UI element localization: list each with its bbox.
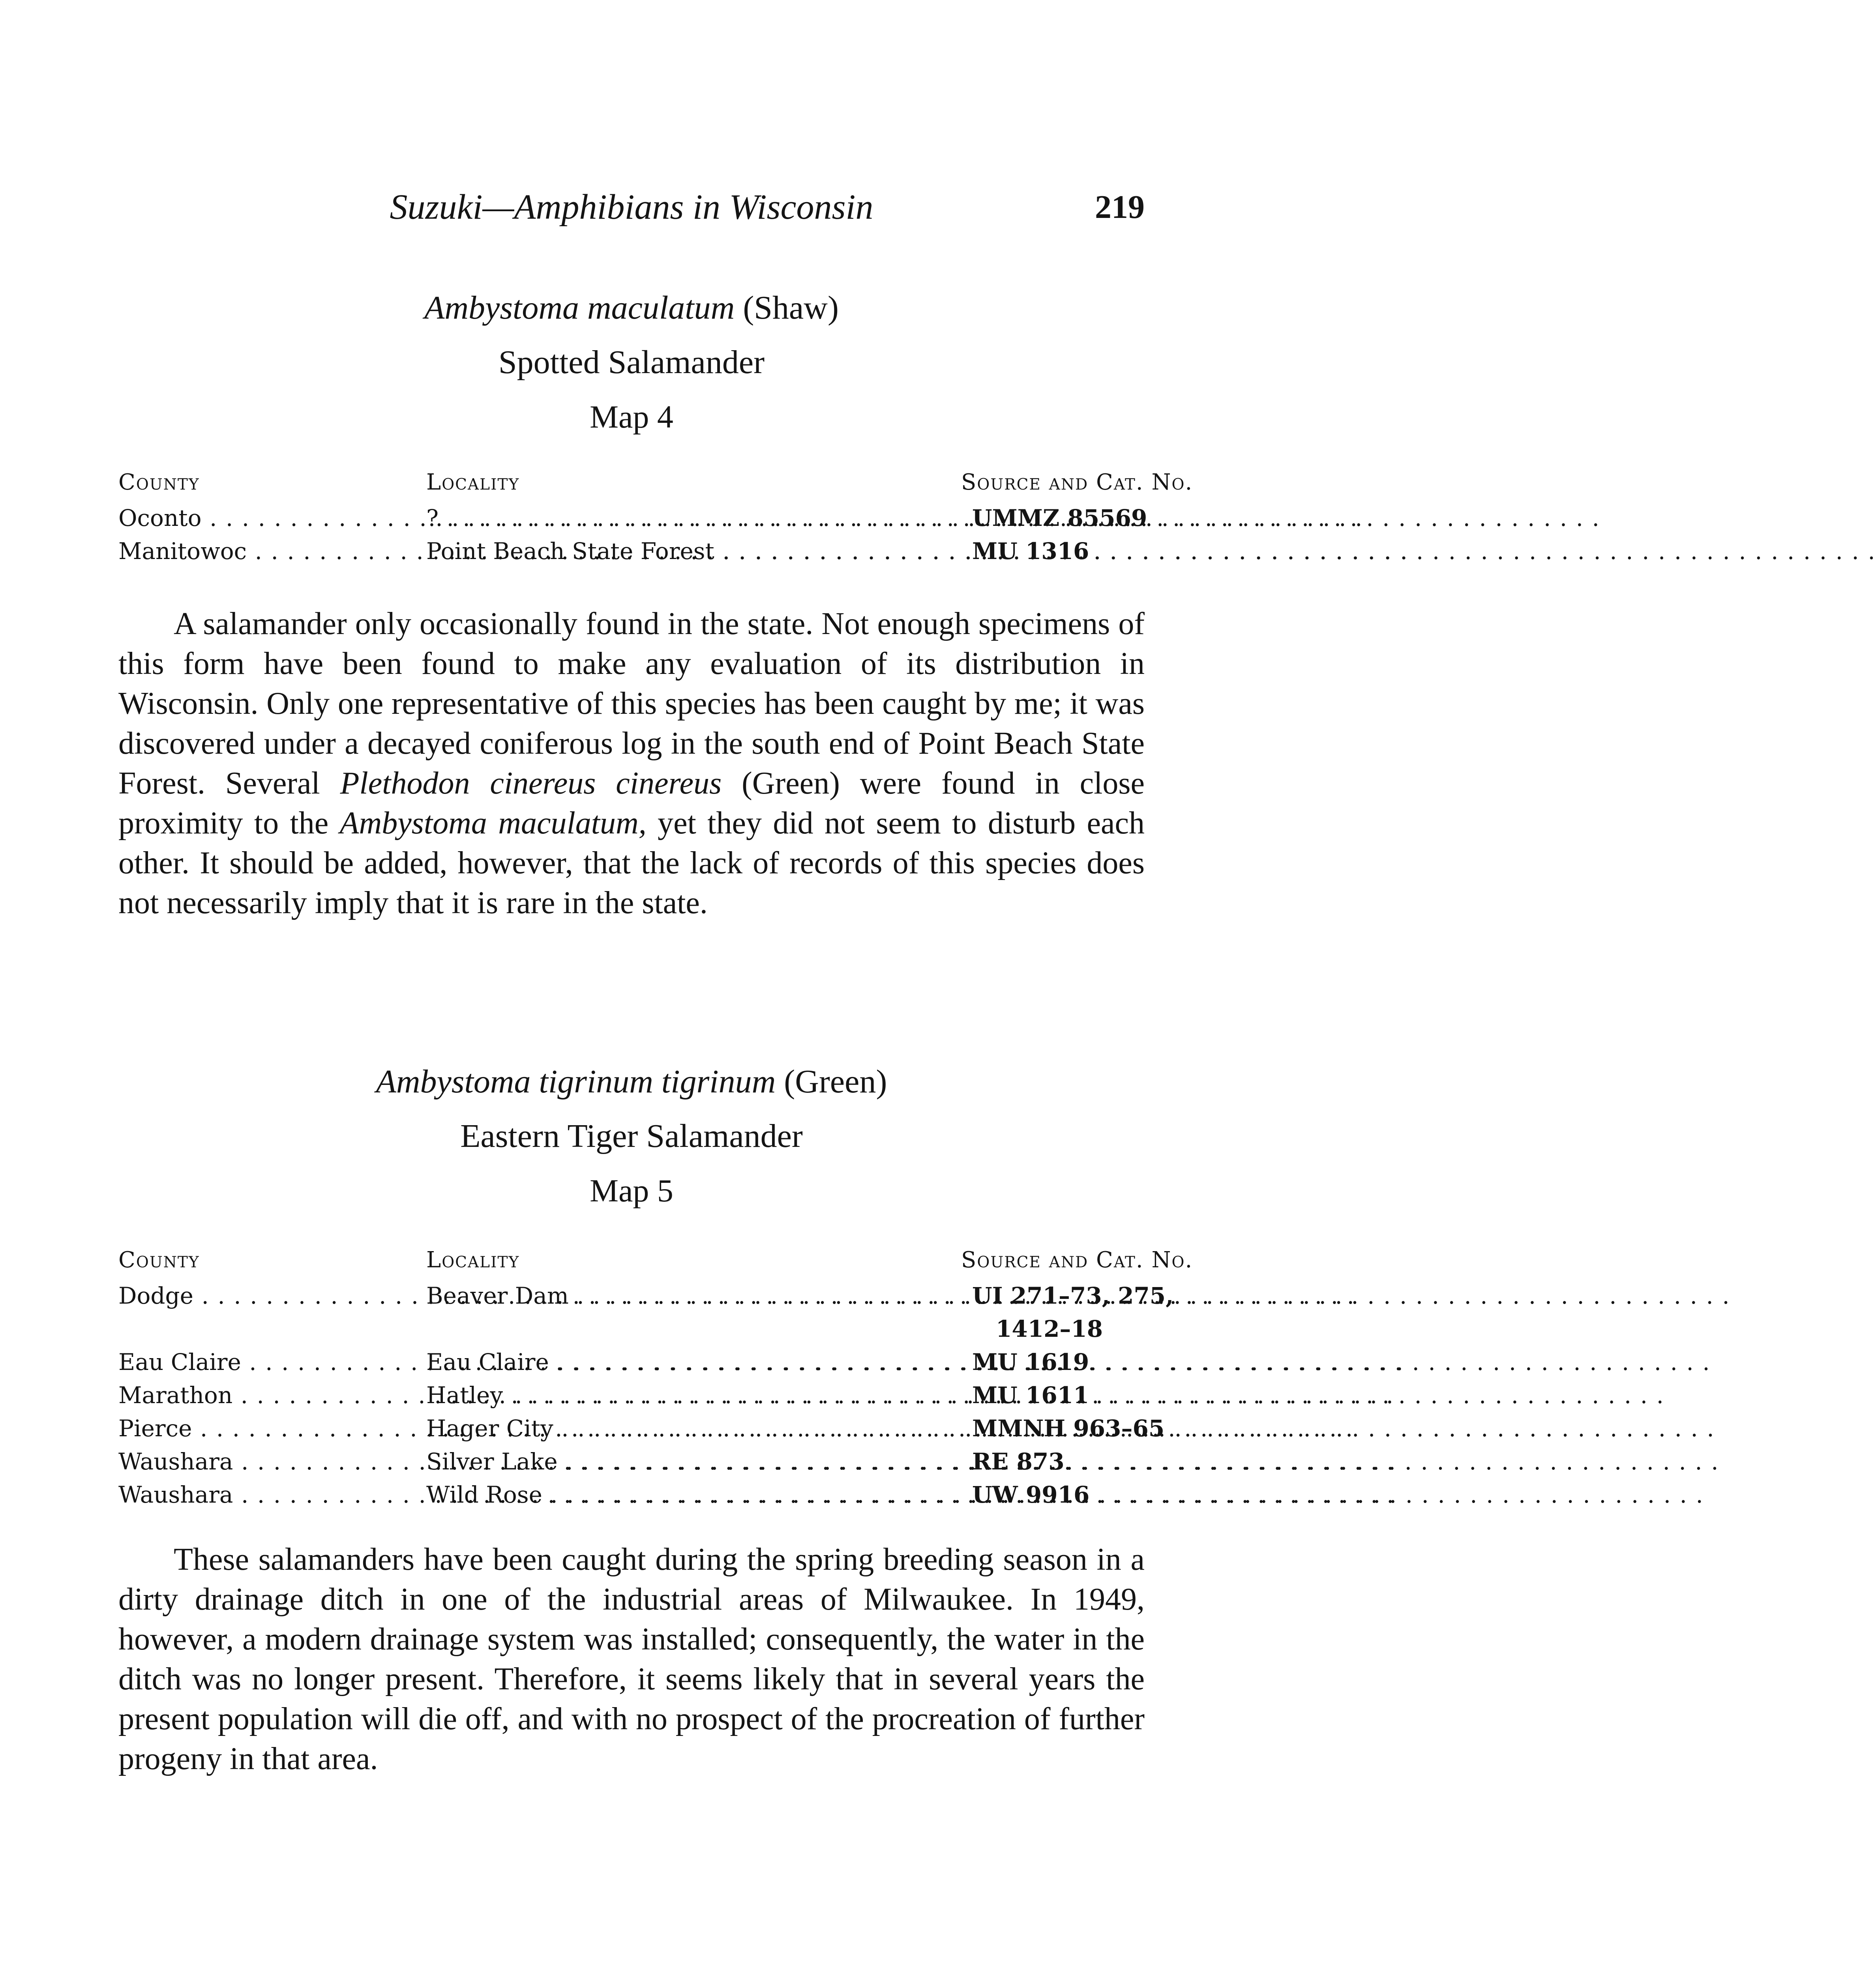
locality-cell xyxy=(426,1345,961,1379)
species-heading-spotted-salamander xyxy=(118,288,1145,437)
county-value: Pierce . . . xyxy=(118,1412,426,1445)
species-binomial: Ambystoma maculatum xyxy=(424,289,735,326)
species-common-name: Spotted Salamander xyxy=(498,344,765,381)
county-value: Manitowoc . . . xyxy=(118,535,426,568)
species-binomial: Ambystoma tigrinum tigrinum xyxy=(376,1063,776,1100)
species-scientific-name xyxy=(118,1062,1145,1101)
locality-column-header: Locality xyxy=(426,469,520,495)
source-value: MMNH 963–65 xyxy=(972,1415,1165,1442)
map-reference: Map 5 xyxy=(590,1173,673,1208)
county-cell xyxy=(118,501,426,535)
locality-value: ? . . . xyxy=(426,501,961,535)
locality-value: Silver Lake . . . xyxy=(426,1445,961,1478)
source-value: MU 1316 xyxy=(972,538,1089,565)
source-value: MU 1611 xyxy=(972,1382,1089,1409)
species-common-name: Eastern Tiger Salamander xyxy=(460,1118,803,1154)
county-column-header: County xyxy=(118,469,200,495)
county-cell xyxy=(118,1412,426,1445)
scientific-name-inline: Plethodon cinereus cinereus xyxy=(340,766,722,801)
locality-cell xyxy=(426,1412,961,1445)
county-value: Oconto . . . xyxy=(118,501,426,535)
locality-value: Hager City . . . xyxy=(426,1412,961,1445)
county-cell xyxy=(118,1345,426,1379)
locality-cell xyxy=(426,1445,961,1478)
county-cell xyxy=(118,1279,426,1345)
source-value: MU 1619 xyxy=(972,1349,1089,1375)
table-header-row xyxy=(118,466,1145,501)
running-title: Suzuki—Amphibians in Wisconsin xyxy=(390,188,873,227)
locality-value: Wild Rose . . . xyxy=(426,1478,961,1511)
locality-cell xyxy=(426,1379,961,1412)
source-cell xyxy=(961,501,1145,535)
source-value: RE 873 xyxy=(972,1448,1065,1475)
locality-cell xyxy=(426,501,961,535)
source-value: UMMZ 85569 xyxy=(972,505,1147,531)
running-header xyxy=(118,186,1145,229)
scientific-name-inline: Ambystoma maculatum, xyxy=(339,806,647,841)
paragraph-eastern-tiger-salamander xyxy=(118,1540,1145,1779)
locality-cell xyxy=(426,1478,961,1511)
species-author: (Shaw) xyxy=(743,289,839,326)
species-heading-eastern-tiger-salamander xyxy=(118,1062,1145,1210)
paragraph-text: A salamander only occasionally found in the state. Not enough specimens of this form have been found to make any evaluation of its distribution in Wisconsin. Only one representative of this species has been caught by me; it was discovered under a decayed coniferous log in the south end of Point Beach State Forest. Several xyxy=(118,606,1145,801)
county-cell xyxy=(118,1379,426,1412)
table-row xyxy=(118,1345,1145,1379)
table-row xyxy=(118,501,1145,535)
page-number: 219 xyxy=(1095,189,1145,225)
table-row xyxy=(118,535,1145,568)
county-value: Waushara . . . xyxy=(118,1478,426,1511)
paragraph-text: These salamanders have been caught during the spring breeding season in a dirty drainage ditch in one of the industrial areas of Milwaukee. In 1949, however, a modern drainage system was installed; consequently, the water in the ditch was no longer present. Therefore, it seems likely that in several years the present population will die off, and with no prospect of the procreation of further progeny in that area. xyxy=(118,1542,1145,1776)
locality-cell xyxy=(426,535,961,568)
county-value: Waushara . . . xyxy=(118,1445,426,1478)
table-row xyxy=(118,1445,1145,1478)
paragraph-spotted-salamander xyxy=(118,604,1145,923)
locality-value: Beaver Dam . . . xyxy=(426,1279,961,1312)
table-row xyxy=(118,1478,1145,1511)
paragraph-text: (Green) were found in close proximity to the xyxy=(118,766,1145,841)
locality-value: Eau Claire . . . xyxy=(426,1345,961,1379)
map-reference: Map 4 xyxy=(590,399,673,435)
county-value: Marathon . . . xyxy=(118,1379,426,1412)
locality-value: Hatley . . . xyxy=(426,1379,961,1412)
county-cell xyxy=(118,535,426,568)
source-cell xyxy=(961,1279,1174,1345)
county-value: Eau Claire . . . xyxy=(118,1345,426,1379)
locality-cell xyxy=(426,1279,961,1345)
source-column-header: Source and Cat. No. xyxy=(961,469,1193,495)
table-row xyxy=(118,1412,1145,1445)
county-cell xyxy=(118,1445,426,1478)
paragraph-text: yet they did not seem to disturb each other. It should be added, however, that the lack of records of this species does not necessarily imply that it is rare in the state. xyxy=(118,806,1145,920)
species-scientific-name xyxy=(118,288,1145,328)
table-row xyxy=(118,1279,1145,1345)
county-column-header: County xyxy=(118,1247,200,1273)
table-header-row xyxy=(118,1244,1145,1279)
locality-column-header: Locality xyxy=(426,1247,520,1273)
records-table-2 xyxy=(118,1244,1193,1511)
locality-value: Point Beach State Forest . . . xyxy=(426,535,961,568)
county-cell xyxy=(118,1478,426,1511)
records-table-1 xyxy=(118,466,1193,568)
source-value: UW 9916 xyxy=(972,1481,1090,1508)
source-value: UI 271–73, 275, xyxy=(972,1282,1174,1309)
table-row xyxy=(118,1379,1145,1412)
county-value: Dodge . . . xyxy=(118,1279,426,1312)
species-author: (Green) xyxy=(784,1063,887,1100)
source-column-header: Source and Cat. No. xyxy=(961,1247,1193,1273)
source-value-continued: 1412–18 xyxy=(996,1315,1103,1342)
source-cell xyxy=(961,1412,1165,1445)
